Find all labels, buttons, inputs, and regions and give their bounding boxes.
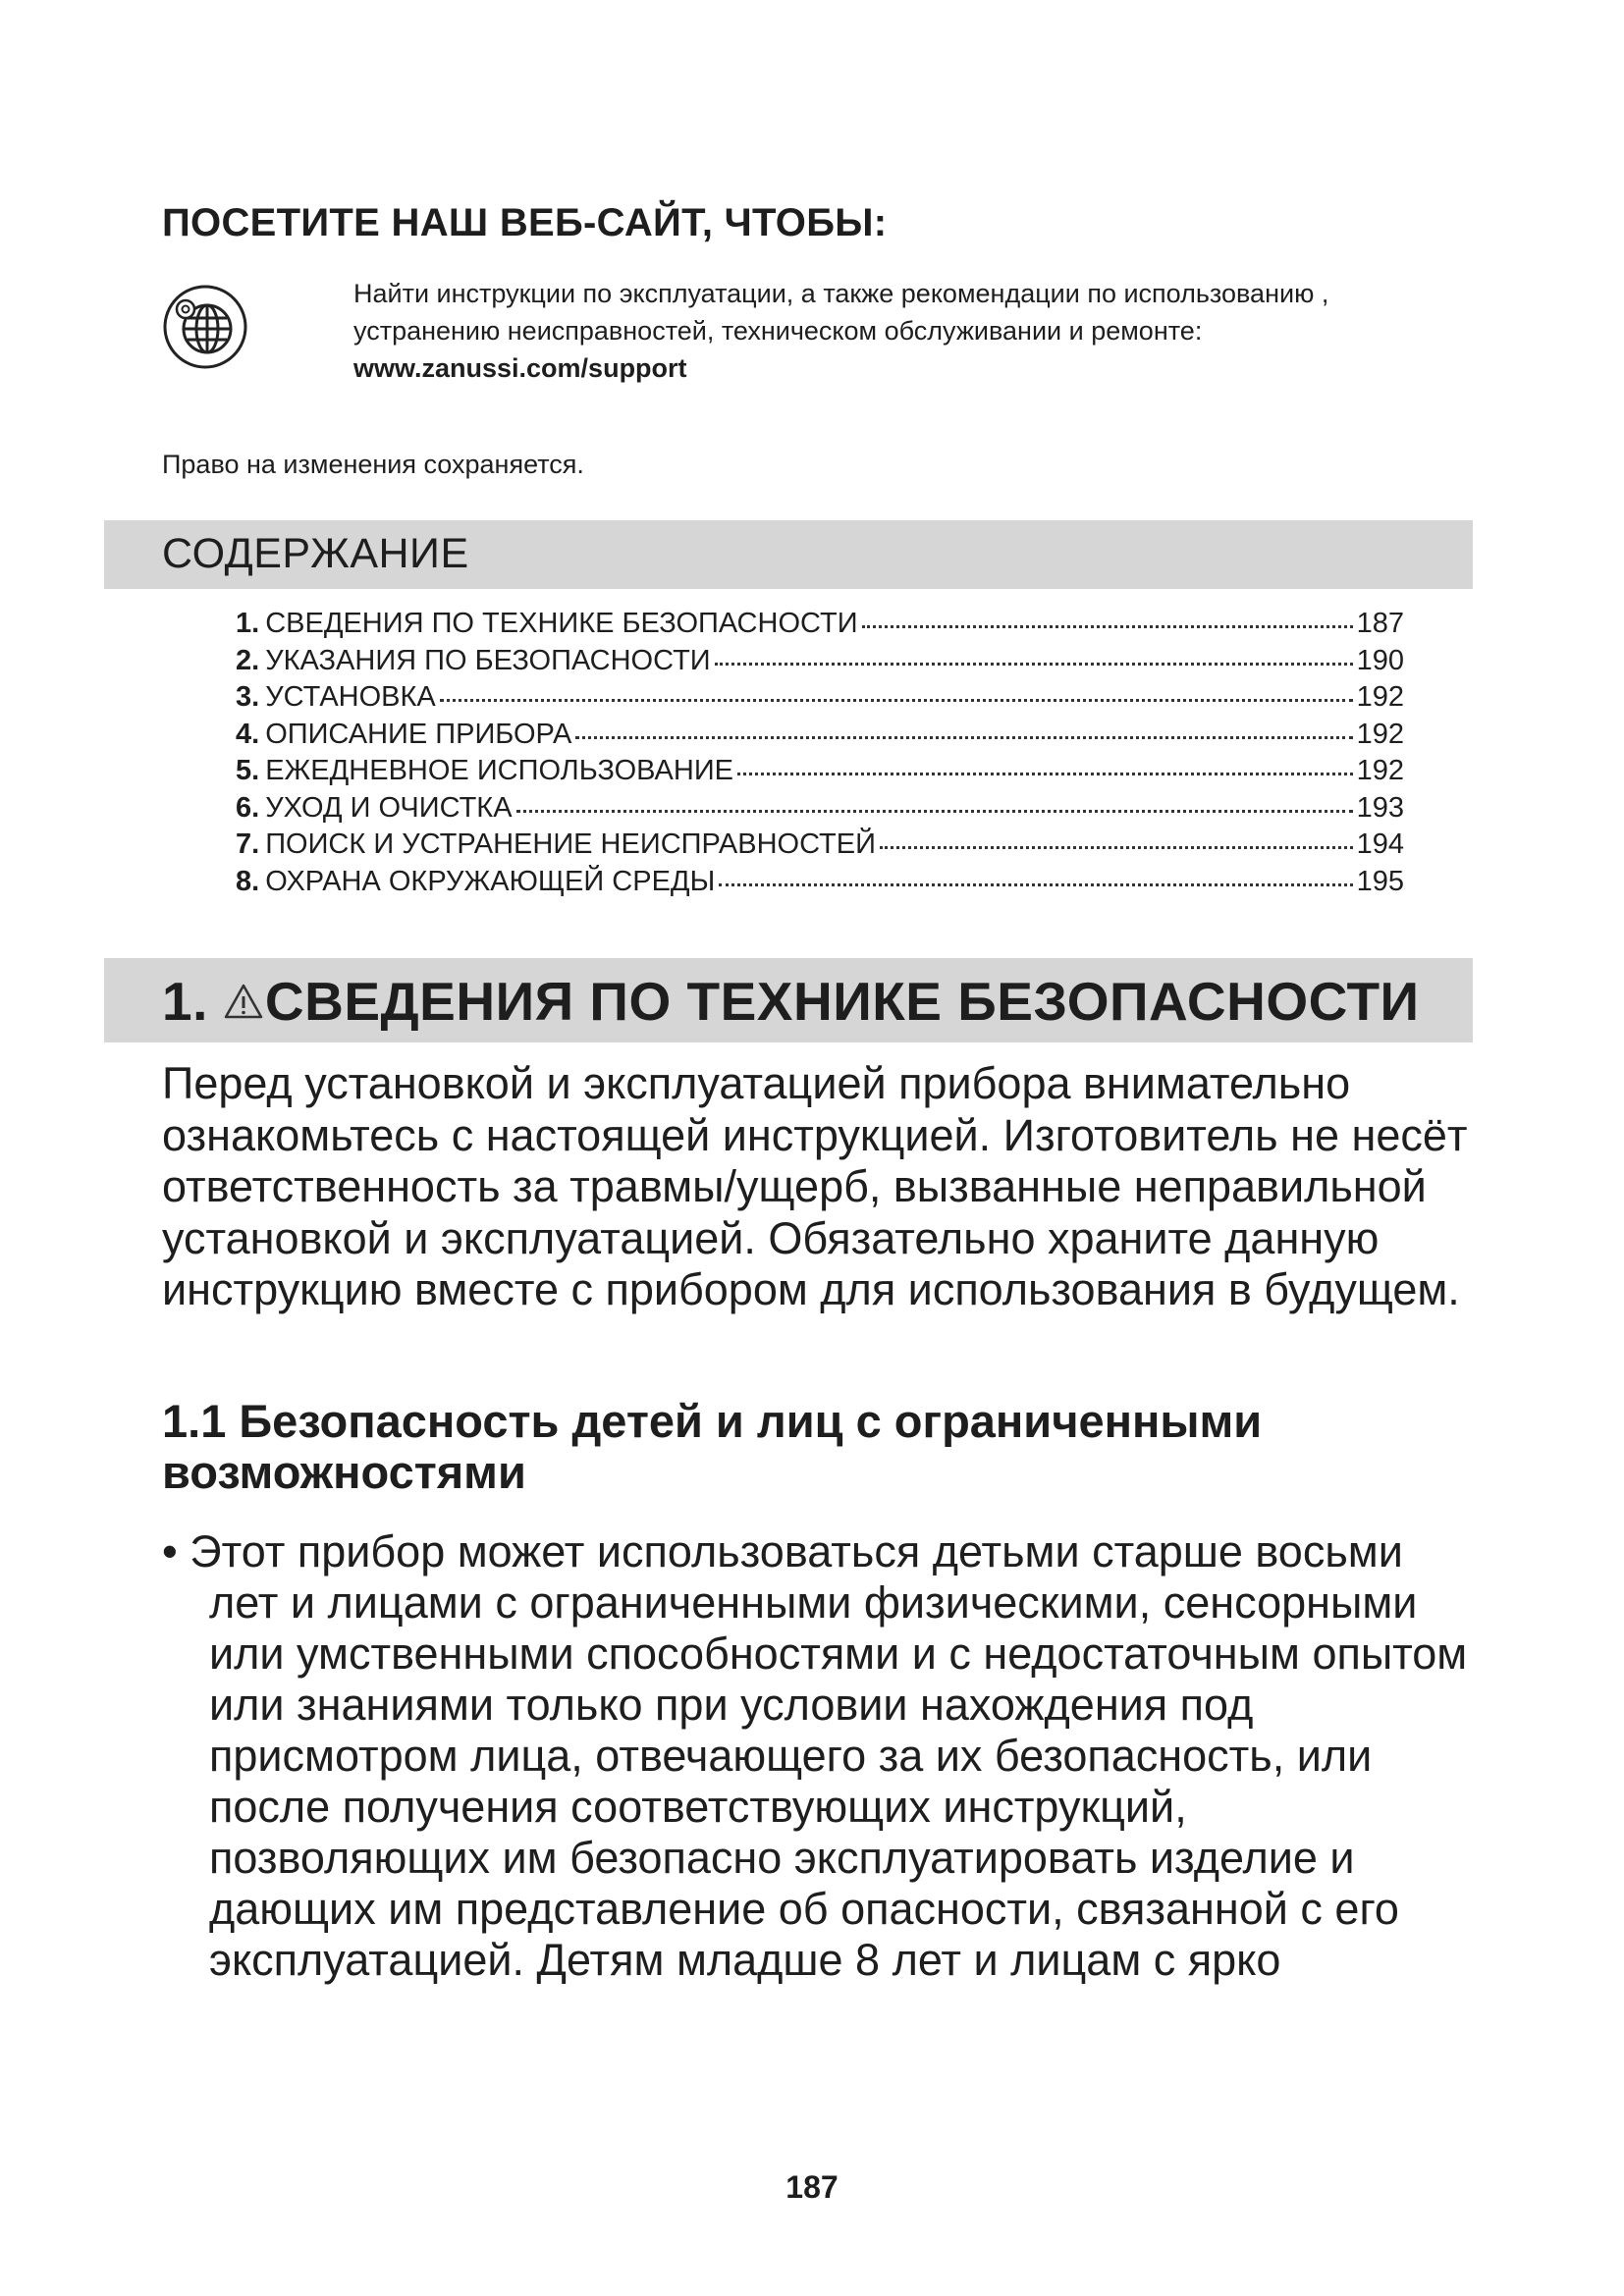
visit-description (353, 275, 1483, 387)
globe-icon (161, 283, 249, 371)
toc-item-number: 6. (236, 791, 260, 824)
toc-item[interactable] (236, 792, 1404, 829)
visit-website-heading: ПОСЕТИТЕ НАШ ВЕБ-САЙТ, ЧТОБЫ: (162, 201, 888, 244)
toc-item[interactable] (236, 608, 1404, 645)
warning-icon (224, 983, 263, 1020)
section-number: 1. (162, 971, 208, 1032)
section-title-text: СВЕДЕНИЯ ПО ТЕХНИКЕ БЕЗОПАСНОСТИ (264, 971, 1420, 1032)
toc-leader-dots (862, 625, 1353, 628)
toc-leader-dots (575, 736, 1352, 739)
subsection-title: 1.1 Безопасность детей и лиц с ограниченными возможностями (162, 1395, 1263, 1498)
toc-item[interactable] (236, 645, 1404, 682)
support-link[interactable]: www.zanussi.com/support (353, 353, 687, 383)
toc-item-label: УКАЗАНИЯ ПО БЕЗОПАСНОСТИ (265, 644, 711, 676)
toc-leader-dots (516, 810, 1353, 813)
section-title (162, 970, 1420, 1033)
toc-item-page: 194 (1356, 828, 1404, 860)
toc-item-label: ОПИСАНИЕ ПРИБОРА (265, 718, 572, 750)
toc-item-page: 193 (1356, 791, 1404, 824)
toc-leader-dots (440, 699, 1353, 702)
visit-text-line-1: Найти инструкции по эксплуатации, а также рекомендации по использованию , (353, 279, 1329, 308)
toc-item[interactable] (236, 755, 1404, 792)
toc-item-page: 192 (1356, 681, 1404, 713)
changes-note: Право на изменения сохраняется. (162, 450, 584, 479)
toc-leader-dots (715, 663, 1353, 666)
page-number: 187 (785, 2169, 839, 2205)
toc-item-page: 192 (1356, 718, 1404, 750)
toc-item-page: 192 (1356, 755, 1404, 786)
toc-item-number: 7. (236, 828, 260, 860)
toc-item[interactable] (236, 719, 1404, 756)
intro-paragraph: Перед установкой и эксплуатацией прибора внимательно ознакомьтесь с настоящей инструкцией. Изготовитель не несёт ответственность за травмы/ущерб, вызванные неправильной установкой и эксплуатацией. Обязательно храните данную инструкцию вместе с прибором для использования в будущем. (162, 1058, 1468, 1314)
toc-leader-dots (719, 883, 1352, 886)
toc-item-number: 2. (236, 644, 260, 676)
toc-item-page: 190 (1356, 644, 1404, 676)
toc-item-page: 187 (1356, 608, 1404, 639)
toc-leader-dots (737, 773, 1353, 775)
toc-title: СОДЕРЖАНИЕ (162, 530, 469, 577)
toc-item-label: ОХРАНА ОКРУЖАЮЩЕЙ СРЕДЫ (265, 865, 716, 897)
toc-item[interactable] (236, 828, 1404, 866)
toc-item-label: УСТАНОВКА (265, 681, 436, 713)
toc-item-number: 4. (236, 718, 260, 750)
toc-item-label: УХОД И ОЧИСТКА (265, 791, 513, 824)
toc-item[interactable] (236, 866, 1404, 903)
bullet-paragraph: • Этот прибор может использоваться детьми старше восьми лет и лицами с ограниченными физическими, сенсорными или умственными способностями и с недостаточным опытом или знаниями только при условии нахождения под присмотром лица, отвечающего за их безопасность, или после получения соответствующих инструкций, позволяющих им безопасно эксплуатировать изделие и дающих им представление об опасности, связанной с его эксплуатацией. Детям младше 8 лет и лицам с ярко (162, 1526, 1468, 1985)
toc-item-number: 8. (236, 865, 260, 897)
toc-leader-dots (880, 846, 1353, 849)
toc-item-page: 195 (1356, 865, 1404, 897)
toc-item-label: СВЕДЕНИЯ ПО ТЕХНИКЕ БЕЗОПАСНОСТИ (265, 608, 858, 639)
toc-item-number: 1. (236, 608, 260, 639)
toc-item-label: ЕЖЕДНЕВНОЕ ИСПОЛЬЗОВАНИЕ (265, 755, 734, 786)
toc-item[interactable] (236, 681, 1404, 719)
toc-item-number: 5. (236, 755, 260, 786)
toc-item-number: 3. (236, 681, 260, 713)
toc-list (236, 608, 1404, 902)
visit-text-line-2: устранению неисправностей, техническом обслуживании и ремонте: (353, 316, 1203, 346)
toc-item-label: ПОИСК И УСТРАНЕНИЕ НЕИСПРАВНОСТЕЙ (265, 828, 876, 860)
